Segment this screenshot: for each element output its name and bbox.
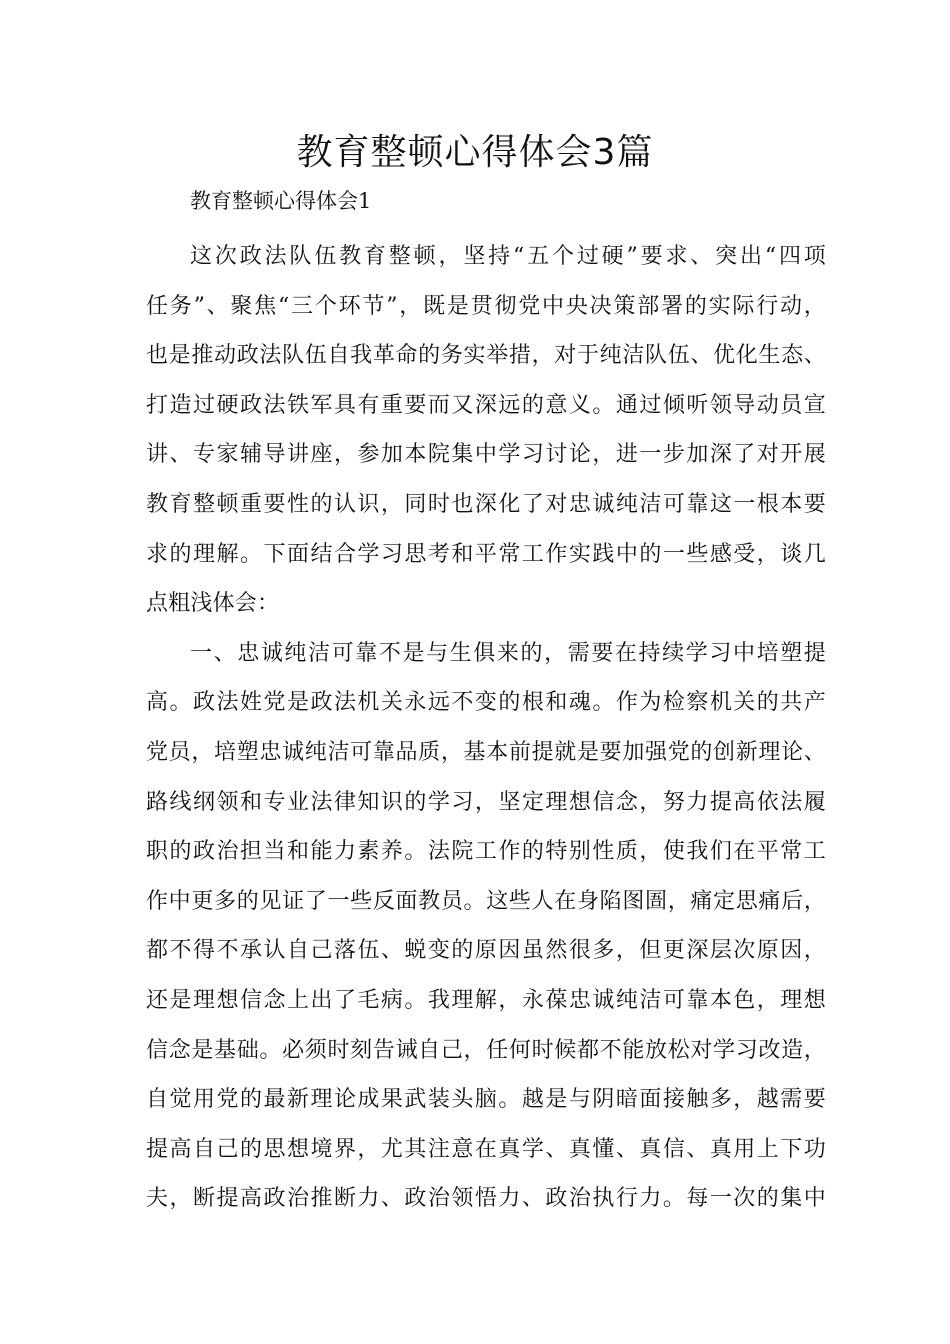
text-line: 一、忠诚纯洁可靠不是与生俱来的，需要在持续学习中培塑提 [190,640,826,666]
text-line: 求的理解。下面结合学习思考和平常工作实践中的一些感受，谈几 [146,541,826,567]
text-line: 任务”、聚焦“三个环节”，既是贯彻党中央决策部署的实际行动， [146,293,826,319]
text-line: 提高自己的思想境界，尤其注意在真学、真懂、真信、真用上下功 [146,1136,826,1162]
text-line: 还是理想信念上出了毛病。我理解，永葆忠诚纯洁可靠本色，理想 [146,987,826,1013]
document-title: 教育整顿心得体会3篇 [296,132,654,173]
text-line: 夫，断提高政治推断力、政治领悟力、政治执行力。每一次的集中 [146,1186,826,1212]
text-line: 讲、专家辅导讲座，参加本院集中学习讨论，进一步加深了对开展 [146,442,826,468]
text-line: 党员，培塑忠诚纯洁可靠品质，基本前提就是要加强党的创新理论、 [146,739,826,765]
text-line: 信念是基础。必须时刻告诫自己，任何时候都不能放松对学习改造， [146,1037,826,1063]
section-subtitle: 教育整顿心得体会1 [190,189,372,213]
text-line: 自觉用党的最新理论成果武装头脑。越是与阴暗面接触多，越需要 [146,1087,826,1113]
text-line: 职的政治担当和能力素养。法院工作的特别性质，使我们在平常工 [146,839,826,865]
document-body [146,232,826,1224]
text-line: 都不得不承认自己落伍、蜕变的原因虽然很多，但更深层次原因， [146,938,826,964]
paragraph-2 [146,629,826,1224]
text-line: 打造过硬政法铁军具有重要而又深远的意义。通过倾听领导动员宣 [146,392,826,418]
text-line: 教育整顿重要性的认识，同时也深化了对忠诚纯洁可靠这一根本要 [146,491,826,517]
text-line: 路线纲领和专业法律知识的学习，坚定理想信念，努力提高依法履 [146,789,826,815]
text-line: 高。政法姓党是政法机关永远不变的根和魂。作为检察机关的共产 [146,690,826,716]
text-line: 也是推动政法队伍自我革命的务实举措，对于纯洁队伍、优化生态、 [146,343,826,369]
text-line: 作中更多的见证了一些反面教员。这些人在身陷图圄，痛定思痛后， [146,888,826,914]
paragraph-1 [146,232,826,629]
text-line: 这次政法队伍教育整顿，坚持“五个过硬”要求、突出“四项 [190,244,826,269]
text-line: 点粗浅体会： [146,591,280,617]
